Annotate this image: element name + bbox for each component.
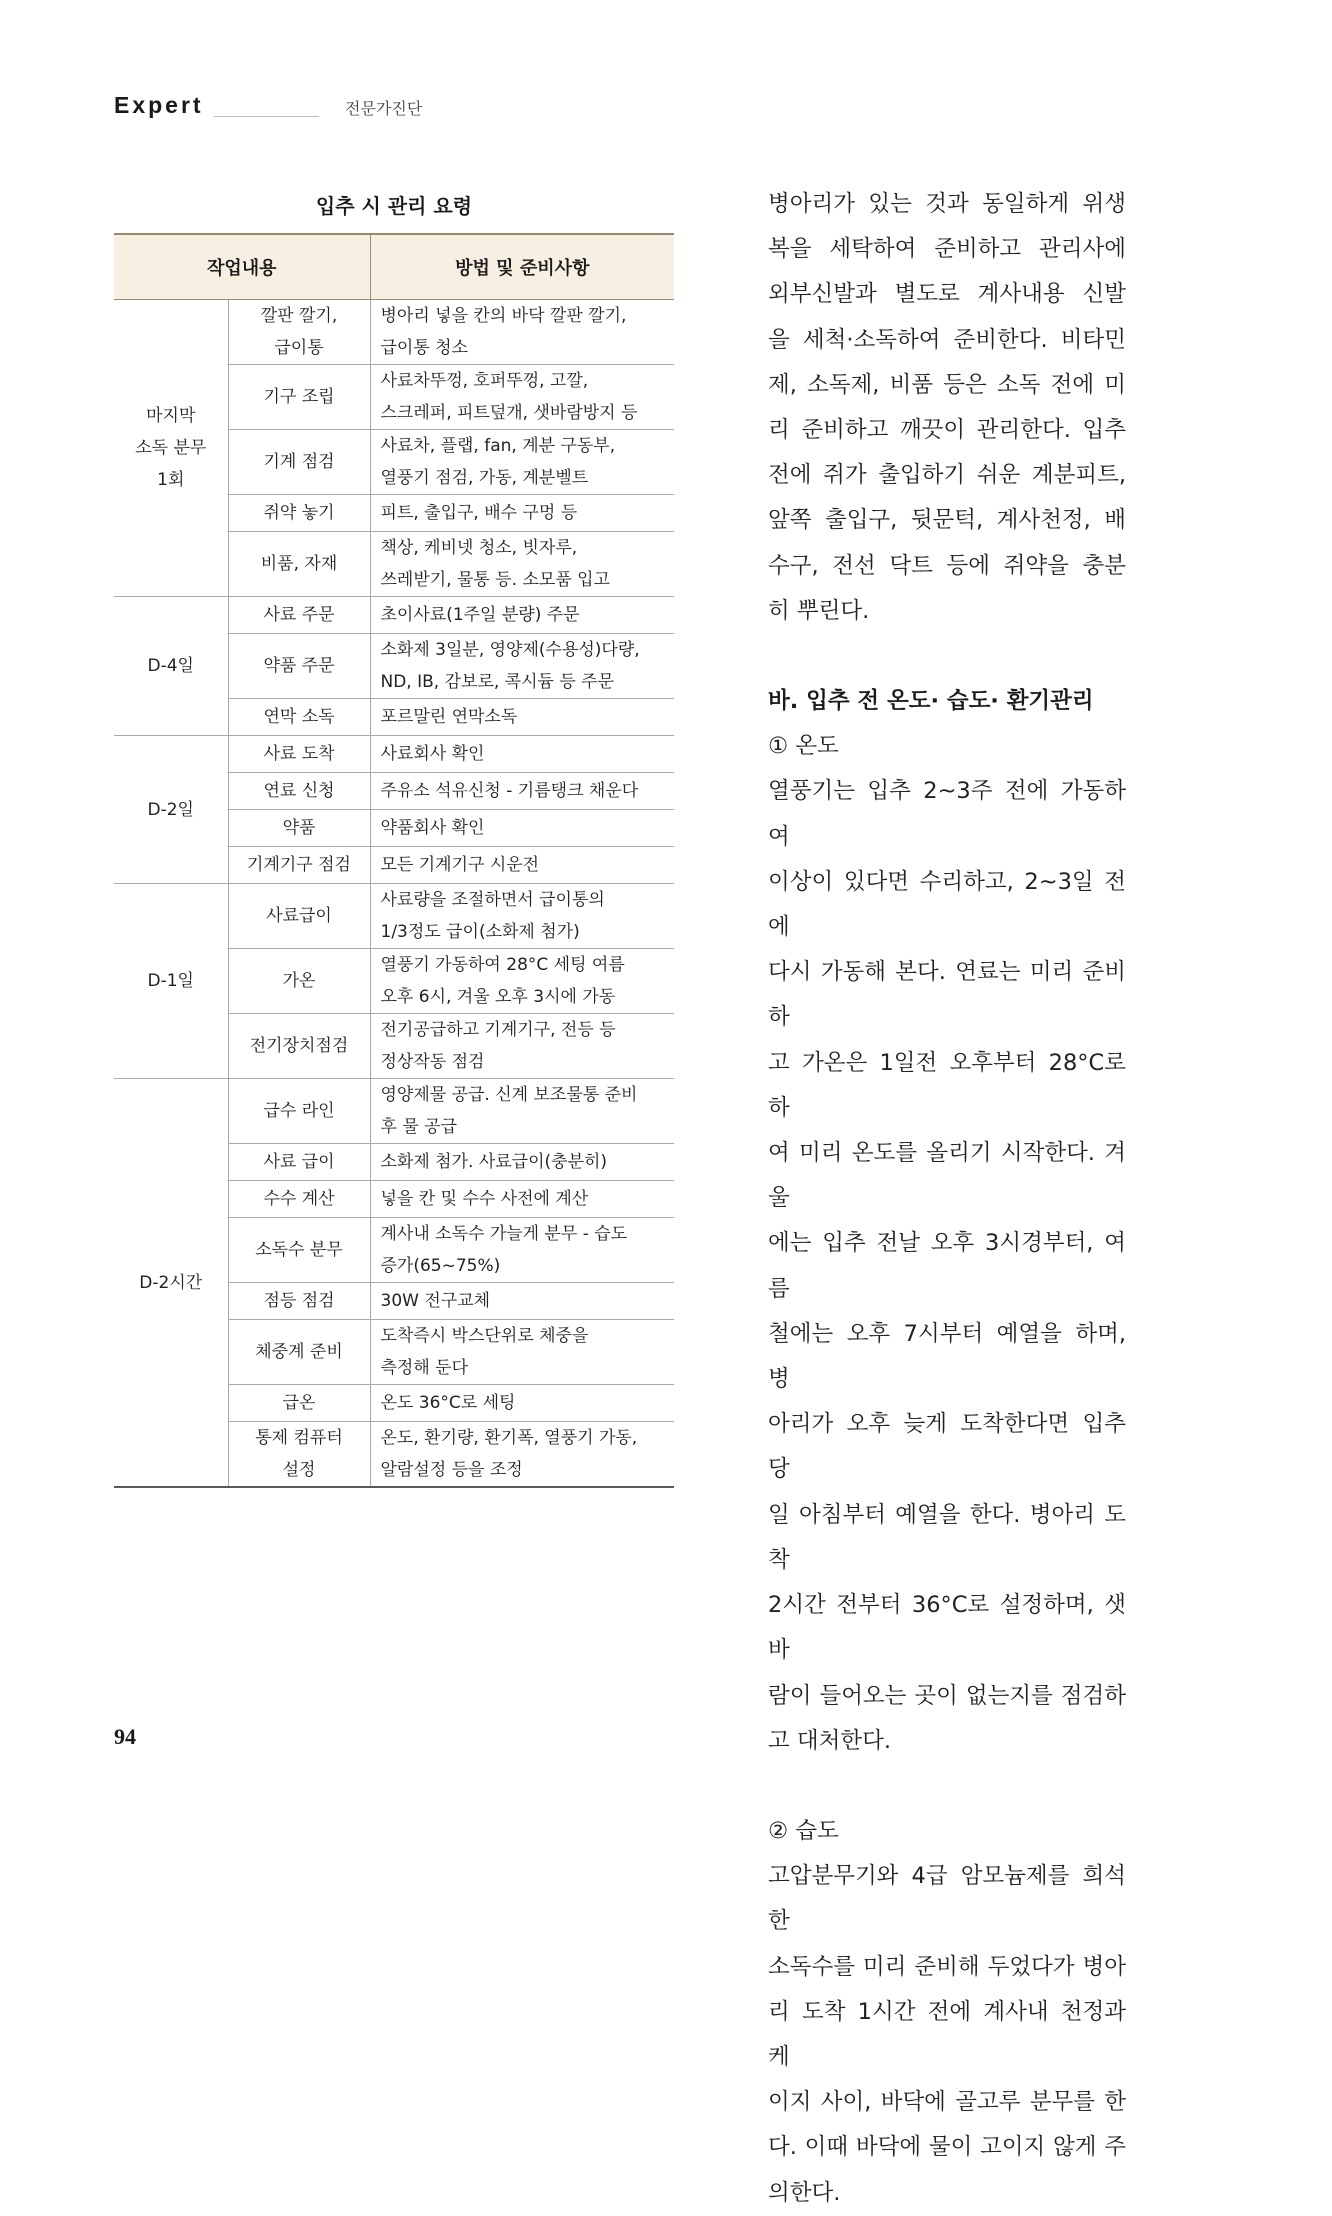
- temperature-line: 열풍기는 입추 2~3주 전에 가동하여: [768, 778, 1126, 850]
- management-table: [114, 233, 674, 1488]
- header-method: 방법 및 준비사항: [370, 234, 674, 300]
- method-cell: [370, 949, 674, 1014]
- intro-line: 병아리가 있는 것과 동일하게 위생: [768, 191, 1126, 217]
- method-text: 정상작동 점검: [380, 1052, 485, 1072]
- task-cell: [228, 884, 370, 949]
- method-text: 측정해 둔다: [380, 1358, 469, 1378]
- temperature-line: 고 가온은 1일전 오후부터 28°C로 하: [768, 1049, 1126, 1121]
- method-cell: [370, 1181, 674, 1218]
- task-cell: [228, 1320, 370, 1385]
- humidity-line: 소독수를 미리 준비해 두었다가 병아: [768, 1953, 1126, 1980]
- method-text: 알람설정 등을 조정: [380, 1460, 523, 1480]
- method-cell: [370, 1283, 674, 1320]
- task-label: 소독수 분무: [255, 1240, 343, 1260]
- humidity-heading: ② 습도: [768, 1817, 839, 1844]
- task-label: 체중계 준비: [255, 1342, 343, 1362]
- humidity-line: 리 도착 1시간 전에 계사내 천정과 케: [768, 1998, 1126, 2070]
- table-row: [114, 736, 674, 773]
- task-label: 점등 점검: [263, 1291, 335, 1311]
- task-label: 기구 조립: [263, 387, 335, 407]
- table-body: [114, 300, 674, 1488]
- temperature-body: [768, 769, 1126, 1763]
- method-text: 소화제 3일분, 영양제(수용성)다량,: [380, 640, 640, 660]
- task-cell: [228, 736, 370, 773]
- page-number: 94: [114, 1724, 136, 1749]
- method-text: 급이통 청소: [380, 338, 469, 358]
- header-section-title: 전문가진단: [345, 99, 423, 118]
- task-label: 가온: [282, 971, 316, 991]
- task-label: 연막 소독: [263, 707, 335, 727]
- method-cell: [370, 810, 674, 847]
- task-label: 전기장치점검: [249, 1036, 349, 1056]
- stage-cell: [114, 1079, 228, 1488]
- method-text: 영양제물 공급. 신계 보조물통 준비: [380, 1085, 638, 1105]
- intro-line: 을 세척·소독하여 준비한다. 비타민: [768, 326, 1126, 353]
- method-text: 30W 전구교체: [380, 1291, 491, 1311]
- method-text: 넣을 칸 및 수수 사전에 계산: [380, 1189, 589, 1209]
- table-row: [114, 300, 674, 365]
- task-cell: [228, 300, 370, 365]
- task-label: 쥐약 놓기: [263, 503, 335, 523]
- table-row: [114, 597, 674, 634]
- task-cell: [228, 1014, 370, 1079]
- method-cell: [370, 699, 674, 736]
- task-cell: [228, 634, 370, 699]
- intro-line: 히 뿌린다.: [768, 597, 870, 624]
- task-label: 사료 주문: [263, 605, 335, 625]
- stage-label: 소독 분무: [135, 438, 207, 458]
- temperature-line: 고 대처한다.: [768, 1727, 891, 1754]
- method-cell: [370, 1385, 674, 1422]
- method-text: ND, IB, 감보로, 콕시듐 등 주문: [380, 672, 615, 692]
- method-cell: [370, 430, 674, 495]
- method-text: 책상, 케비넷 청소, 빗자루,: [380, 538, 578, 558]
- task-cell: [228, 1422, 370, 1488]
- task-label: 급온: [282, 1393, 316, 1413]
- stage-label: 마지막: [146, 406, 196, 426]
- intro-line: 제, 소독제, 비품 등은 소독 전에 미: [768, 371, 1126, 398]
- intro-line: 복을 세탁하여 준비하고 관리사에: [768, 236, 1126, 263]
- stage-cell: [114, 884, 228, 1079]
- stage-cell: [114, 736, 228, 884]
- method-cell: [370, 1144, 674, 1181]
- task-cell: [228, 1385, 370, 1422]
- task-cell: [228, 532, 370, 597]
- humidity-line: 이지 사이, 바닥에 골고루 분무를 한: [768, 2089, 1126, 2116]
- method-cell: [370, 634, 674, 699]
- method-text: 사료회사 확인: [380, 744, 485, 764]
- temperature-line: 이상이 있다면 수리하고, 2~3일 전에: [768, 868, 1126, 941]
- temperature-line: 여 미리 온도를 올리기 시작한다. 겨울: [768, 1140, 1126, 1212]
- task-label: 급이통: [274, 338, 324, 358]
- method-text: 도착즉시 박스단위로 체중을: [380, 1326, 589, 1346]
- task-cell: [228, 365, 370, 430]
- method-text: 소화제 첨가. 사료급이(충분히): [380, 1152, 608, 1172]
- method-cell: [370, 773, 674, 810]
- method-text: 전기공급하고 기계기구, 전등 등: [380, 1020, 616, 1040]
- stage-cell: [114, 300, 228, 597]
- humidity-line: 고압분무기와 4급 암모늄제를 희석한: [768, 1863, 1126, 1935]
- humidity-line: 의한다.: [768, 2179, 841, 2206]
- method-cell: [370, 1014, 674, 1079]
- stage-label: D-2시간: [139, 1272, 203, 1293]
- temperature-line: 에는 입추 전날 오후 3시경부터, 여름: [768, 1230, 1126, 1302]
- method-text: 증가(65~75%): [380, 1256, 501, 1276]
- temperature-line: 철에는 오후 7시부터 예열을 하며, 병: [768, 1320, 1126, 1393]
- task-cell: [228, 810, 370, 847]
- task-label: 깔판 깔기,: [260, 306, 338, 326]
- method-cell: [370, 847, 674, 884]
- method-cell: [370, 884, 674, 949]
- method-text: 초이사료(1주일 분량) 주문: [380, 605, 580, 625]
- intro-line: 전에 쥐가 출입하기 쉬운 계분피트,: [768, 462, 1126, 489]
- method-text: 1/3정도 급이(소화제 첨가): [380, 922, 580, 942]
- stage-label: 1회: [157, 470, 185, 490]
- method-text: 모든 기계기구 시운전: [380, 855, 540, 875]
- intro-line: 리 준비하고 깨끗이 관리한다. 입추: [768, 417, 1126, 444]
- task-label: 급수 라인: [263, 1101, 335, 1121]
- method-text: 약품회사 확인: [380, 818, 485, 838]
- method-cell: [370, 1218, 674, 1283]
- method-cell: [370, 365, 674, 430]
- method-cell: [370, 597, 674, 634]
- task-cell: [228, 430, 370, 495]
- task-label: 약품: [282, 818, 316, 838]
- method-cell: [370, 1422, 674, 1488]
- task-label: 약품 주문: [263, 656, 335, 676]
- temperature-line: 다시 가동해 본다. 연료는 미리 준비하: [768, 959, 1126, 1031]
- header-divider: [214, 116, 319, 117]
- method-cell: [370, 532, 674, 597]
- method-cell: [370, 1079, 674, 1144]
- method-text: 포르말린 연막소독: [380, 707, 518, 727]
- header-brand: Expert: [114, 92, 204, 118]
- table-header-row: [114, 234, 674, 300]
- method-text: 쓰레받기, 물통 등. 소모품 입고: [380, 570, 610, 590]
- intro-line: 앞쪽 출입구, 뒷문턱, 계사천정, 배: [768, 507, 1126, 534]
- temperature-line: 2시간 전부터 36°C로 설정하며, 샛바: [768, 1592, 1126, 1664]
- task-cell: [228, 1079, 370, 1144]
- header-task: 작업내용: [114, 234, 370, 300]
- task-label: 연료 신청: [263, 781, 335, 801]
- stage-label: D-1일: [147, 971, 194, 991]
- temperature-line: 람이 들어오는 곳이 없는지를 점검하: [768, 1682, 1126, 1709]
- method-cell: [370, 300, 674, 365]
- method-cell: [370, 495, 674, 532]
- task-cell: [228, 699, 370, 736]
- table-row: [114, 1079, 674, 1144]
- method-cell: [370, 1320, 674, 1385]
- task-cell: [228, 949, 370, 1014]
- method-text: 사료차, 플랩, fan, 계분 구동부,: [380, 436, 616, 456]
- method-text: 후 물 공급: [380, 1117, 457, 1137]
- method-text: 병아리 넣을 칸의 바닥 깔판 깔기,: [380, 306, 627, 326]
- task-cell: [228, 1218, 370, 1283]
- task-label: 수수 계산: [263, 1189, 335, 1209]
- section-heading: 바. 입추 전 온도· 습도· 환기관리: [768, 688, 1094, 715]
- stage-cell: [114, 597, 228, 736]
- task-label: 통제 컴퓨터: [255, 1428, 343, 1448]
- task-label: 사료급이: [266, 906, 332, 926]
- article-intro: [768, 182, 1126, 634]
- task-cell: [228, 1283, 370, 1320]
- task-cell: [228, 597, 370, 634]
- method-text: 오후 6시, 겨울 오후 3시에 가동: [380, 987, 616, 1007]
- table-title: 입추 시 관리 요령: [315, 194, 473, 218]
- humidity-line: 다. 이때 바닥에 물이 고이지 않게 주: [768, 2134, 1126, 2161]
- task-label: 비품, 자재: [260, 554, 338, 574]
- method-text: 열풍기 가동하여 28°C 세팅 여름: [380, 955, 625, 975]
- task-label: 기계기구 점검: [247, 855, 351, 875]
- temperature-line: 일 아침부터 예열을 한다. 병아리 도착: [768, 1501, 1126, 1573]
- stage-label: D-4일: [147, 656, 194, 676]
- table-row: [114, 884, 674, 949]
- intro-line: 수구, 전선 닥트 등에 쥐약을 충분: [768, 552, 1126, 579]
- method-text: 스크레퍼, 피트덮개, 샛바람방지 등: [380, 403, 638, 423]
- task-cell: [228, 847, 370, 884]
- task-cell: [228, 1144, 370, 1181]
- task-cell: [228, 773, 370, 810]
- stage-label: D-2일: [147, 799, 194, 820]
- temperature-line: 아리가 오후 늦게 도착한다면 입추 당: [768, 1411, 1126, 1483]
- task-cell: [228, 1181, 370, 1218]
- method-text: 사료량을 조절하면서 급이통의: [380, 890, 605, 910]
- method-text: 피트, 출입구, 배수 구멍 등: [380, 503, 578, 523]
- task-label: 사료 급이: [263, 1152, 335, 1172]
- task-label: 기계 점검: [263, 452, 335, 472]
- temperature-heading: ① 온도: [768, 733, 839, 760]
- method-text: 온도, 환기량, 환기폭, 열풍기 가동,: [380, 1428, 638, 1448]
- method-text: 열풍기 점검, 가동, 계분벨트: [380, 468, 589, 488]
- method-text: 계사내 소독수 가늘게 분무 - 습도: [380, 1224, 628, 1244]
- article-column: [768, 182, 1126, 2216]
- task-label: 설정: [282, 1460, 316, 1480]
- task-cell: [228, 495, 370, 532]
- intro-line: 외부신발과 별도로 계사내용 신발: [768, 281, 1126, 308]
- method-text: 주유소 석유신청 - 기름탱크 채운다: [380, 781, 639, 801]
- method-text: 온도 36°C로 세팅: [380, 1393, 516, 1413]
- method-cell: [370, 736, 674, 773]
- humidity-body: [768, 1854, 1126, 2216]
- task-label: 사료 도착: [263, 744, 335, 764]
- method-text: 사료차뚜껑, 호퍼뚜껑, 고깔,: [380, 371, 589, 391]
